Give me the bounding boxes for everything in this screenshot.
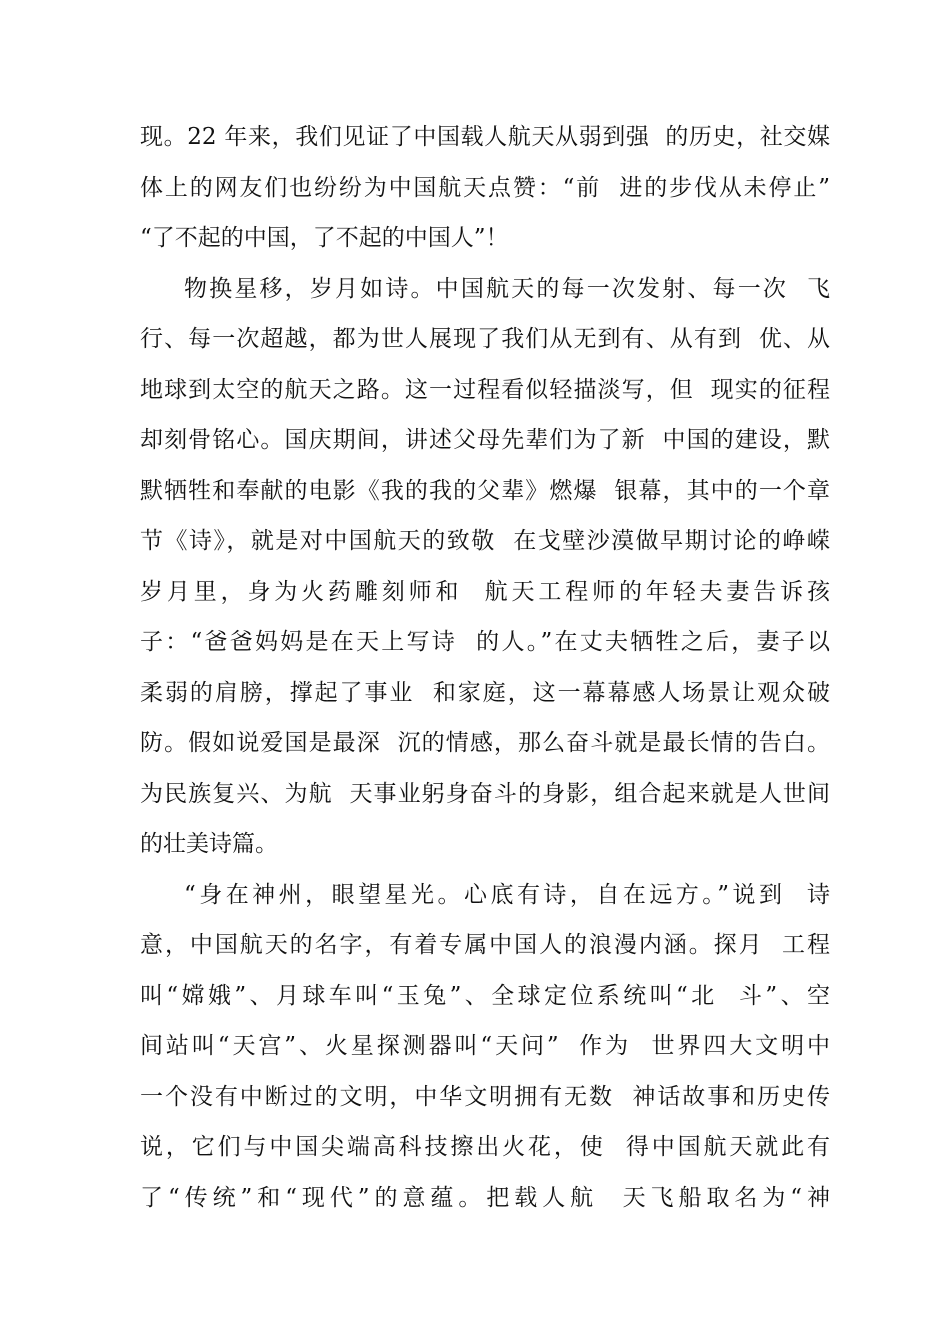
text-line: 了“传统”和“现代”的意蕴。把载人航 天飞船取名为“神 [140, 1184, 830, 1211]
text-line: 叫“嫦娥”、月球车叫“玉兔”、全球定位系统叫“北 斗”、空 [140, 982, 830, 1009]
text-line: 的壮美诗篇。 [140, 831, 278, 857]
text-line: 现。22 年来，我们见证了中国载人航天从弱到强 的历史，社交媒 [140, 124, 830, 150]
text-line: 防。假如说爱国是最深 沉的情感，那么奋斗就是最长情的告白。 [140, 730, 830, 756]
text-line: 物换星移，岁月如诗。中国航天的每一次发射、每一次 飞 [184, 275, 830, 302]
text-line: 默牺牲和奉献的电影《我的我的父辈》燃爆 银幕，其中的一个章 [140, 477, 830, 504]
text-line: 却刻骨铭心。国庆期间，讲述父母先辈们为了新 中国的建设，默 [140, 427, 830, 453]
text-line: 间站叫“天宫”、火星探测器叫“天问” 作为 世界四大文明中 [140, 1033, 830, 1059]
text-line: 子：“爸爸妈妈是在天上写诗 的人。”在丈夫牺牲之后，妻子以 [140, 629, 830, 655]
text-line: 为民族复兴、为航 天事业躬身奋斗的身影，组合起来就是人世间 [140, 780, 830, 807]
text-line: 柔弱的肩膀，撑起了事业 和家庭，这一幕幕感人场景让观众破 [140, 679, 830, 706]
text-line: 岁月里，身为火药雕刻师和 航天工程师的年轻夫妻告诉孩 [140, 578, 830, 605]
text-line: 意，中国航天的名字，有着专属中国人的浪漫内涵。探月 工程 [140, 932, 830, 958]
text-line: “身在神州，眼望星光。心底有诗，自在远方。”说到 诗 [184, 881, 830, 908]
text-line: 行、每一次超越，都为世人展现了我们从无到有、从有到 优、从 [140, 326, 830, 352]
paragraph-1 [140, 112, 830, 264]
text-line: 一个没有中断过的文明，中华文明拥有无数 神话故事和历史传 [140, 1083, 830, 1110]
paragraph-3 [140, 870, 830, 1224]
body-text [140, 112, 830, 1223]
text-line: 体上的网友们也纷纷为中国航天点赞：“前 进的步伐从未停止” [140, 174, 830, 201]
text-line: 地球到太空的航天之路。这一过程看似轻描淡写，但 现实的征程 [140, 376, 830, 403]
text-line: 节《诗》，就是对中国航天的致敬 在戈壁沙漠做早期讨论的峥嵘 [140, 528, 830, 554]
text-line: “了不起的中国，了不起的中国人”！ [140, 225, 509, 251]
text-line: 说，它们与中国尖端高科技擦出火花，使 得中国航天就此有 [140, 1134, 830, 1160]
paragraph-2 [140, 264, 830, 870]
